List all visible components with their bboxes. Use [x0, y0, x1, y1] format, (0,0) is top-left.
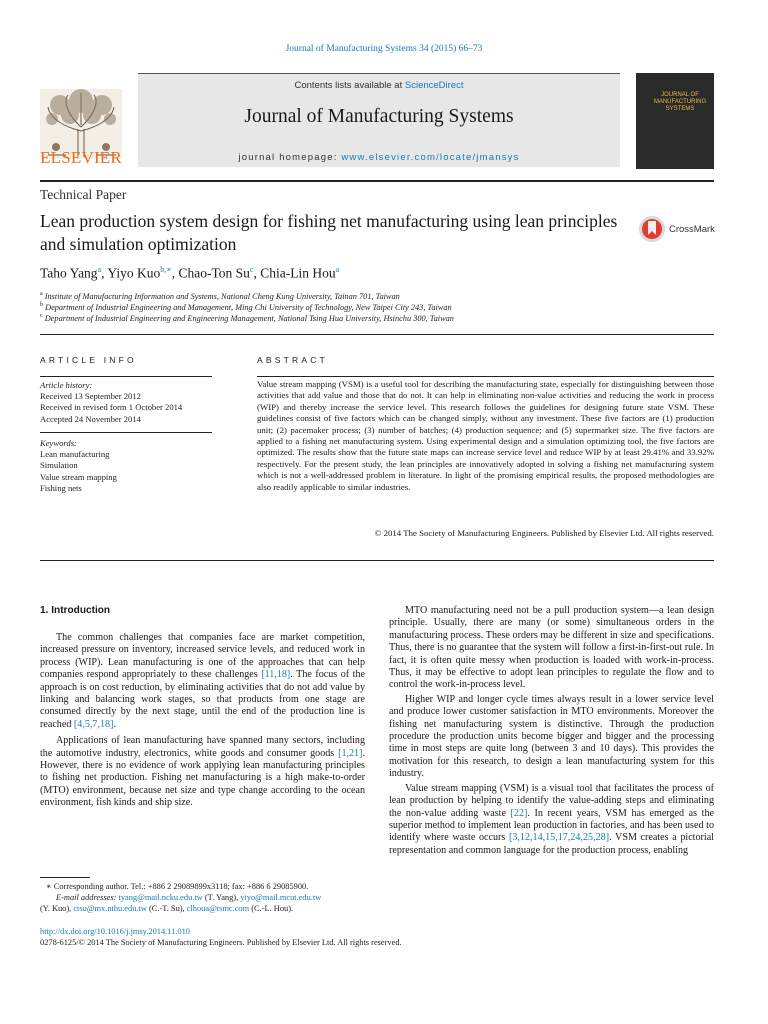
article-type: Technical Paper — [40, 187, 127, 202]
affiliation — [40, 291, 400, 301]
keyword: Simulation — [40, 460, 78, 471]
body-column-right — [389, 605, 714, 857]
section-heading-introduction: 1. Introduction — [40, 605, 111, 616]
body-column-left — [40, 632, 365, 810]
email-link[interactable]: ctsu@mx.nthu.edu.tw — [73, 904, 147, 913]
journal-title: Journal of Manufacturing Systems — [244, 106, 514, 127]
email-link[interactable]: tyang@mail.ncku.edu.tw — [118, 893, 203, 902]
article-info-rule — [40, 432, 212, 433]
paragraph — [40, 735, 365, 809]
contents-line — [138, 80, 620, 91]
history-label: Article history: — [40, 380, 93, 390]
author-name: Taho Yang — [40, 265, 98, 281]
homepage-prefix: journal homepage: — [238, 152, 342, 163]
abstract-rule — [257, 376, 714, 377]
affiliation-text: Department of Industrial Engineering and Management, Ming Chi University of Technology, New Taipei City 243, Taiwan — [45, 302, 452, 312]
corresponding-author-note: ∗ Corresponding author. Tel.: +886 2 29089899x3118; fax: +886 6 29085900. — [46, 882, 309, 891]
keyword: Fishing nets — [40, 482, 82, 493]
keyword: Value stream mapping — [40, 471, 117, 482]
paragraph-text: . However, there is no evidence of work applying lean manufacturing principles to fishing net production. Fishing net manufacturing is a high make-to-order (MTO) environment, because net size and type change according to the ocean environment, fish kinds and ship size. — [40, 747, 365, 809]
homepage-link[interactable]: www.elsevier.com/locate/jmansys — [341, 152, 520, 163]
journal-cover-thumbnail[interactable] — [636, 73, 714, 169]
affiliation — [40, 313, 454, 323]
history-item: Received in revised form 1 October 2014 — [40, 402, 183, 413]
affiliation — [40, 302, 452, 312]
header-rule — [40, 180, 714, 182]
paragraph-text: Applications of lean manufacturing have spanned many sectors, including the automotive industry, electronics, white goods and consumer goods — [40, 735, 365, 759]
author-name: Yiyo Kuo — [107, 265, 161, 281]
keyword: Lean manufacturing — [40, 449, 110, 460]
paragraph-text: The common challenges that companies face are market competition, increased pressure on inventory, increased service levels, and reduced work in process (WIP). Lean manufacturing is one of the approaches that can help companies respond appropriately to these challenges — [40, 632, 365, 681]
paragraph — [389, 783, 714, 857]
footnote-rule — [40, 877, 90, 878]
paragraph-text: . VSM creates a pictorial representation and common language for the production process, enabling — [389, 832, 714, 856]
section-rule — [40, 334, 714, 335]
citation-link[interactable]: [11,18] — [261, 669, 291, 681]
author-affil-marker[interactable]: b,∗ — [160, 265, 172, 274]
email-label: E-mail addresses: — [56, 893, 117, 902]
author-name: Chao-Ton Su — [178, 265, 250, 281]
history-item: Received 13 September 2012 — [40, 391, 141, 402]
paragraph-text: . The focus of the approach is on cost reduction, by eliminating activities that do not add value by linking and balancing work stages, so that products from one stage are consumed directly by the next stage, until the end of the production line is reached — [40, 669, 366, 730]
abstract-text: Value stream mapping (VSM) is a useful tool for describing the manufacturing state, especially for distinguishing between those activities that add value and those that do not. It can help in eliminating non-value activities and reducing the work in process (WIP) and thereby increase the service level. This research follows the guidelines for designing future state VSM. These guidelines consist of five factors which can be changed simply, without any investment. These five factors are (1) production unit; (2) pacemaker process; (3) number of batches; (4) production sequence; and (5) supermarket size. The five factors are applied to a fishing net manufacturing system. Using experimental design and a simulation optimizing tool, the five factors are optimized. The results show that the future state maps can increase service level and reduce WIP by at least 29.41% and 33.92% respectively. For the present study, the lean principles are innovatively adopted in solving a fishing net manufacturing system which is not a well-addressed problem in literature. In light of the promising empirical results, the proposed methodologies are also readily applicable to similar industries. — [257, 379, 714, 492]
email-owner: (C.-T. Su), — [146, 904, 187, 913]
crossmark-label[interactable]: CrossMark — [669, 224, 715, 235]
doi-link[interactable]: http://dx.doi.org/10.1016/j.jmsy.2014.11.010 — [40, 927, 190, 936]
keywords-label: Keywords: — [40, 438, 77, 448]
citation-link[interactable]: [1,21] — [338, 747, 363, 759]
email-owner: (Y. Kuo), — [40, 904, 74, 913]
author-affil-marker[interactable]: a — [335, 265, 340, 274]
paragraph-text: Value stream mapping (VSM) is a visual tool that facilitates the process of lean production by helping to identify the value-adding steps and eliminating the non-value adding waste — [389, 782, 714, 819]
paragraph-text: . — [113, 718, 116, 730]
author-list: Taho Yang$^a$, Yiyo Kuo$^{b,∗}$, Chao-Ton Su$^c$, Chia-Lin Hou$^a$ — [40, 265, 340, 281]
paragraph: MTO manufacturing need not be a pull production system—a lean design principle. Usually, there are many (or some) simultaneous orders in the manufacturing process. These orders may be different in size and specifications. Thus, there is no guarantee that the system will follow a first-in-first-out rule. In fact, it is often quite messy when production is loaded with work-in-process. Thus, it may be effective to adopt lean principles to regulate the flow and to control the work-in-process level. — [389, 605, 714, 691]
journal-citation[interactable]: Journal of Manufacturing Systems 34 (2015) 66–73 — [285, 44, 483, 54]
paragraph — [40, 632, 365, 731]
affiliation-marker: c — [40, 313, 43, 319]
email-owner: (T. Yang), — [202, 893, 241, 902]
email-link[interactable]: clhoua@tsmc.com — [186, 904, 250, 913]
abstract-heading: ABSTRACT — [257, 355, 328, 365]
sciencedirect-link[interactable]: ScienceDirect — [404, 80, 464, 91]
article-title: Lean production system design for fishing net manufacturing using lean principles and simulation optimization — [40, 211, 618, 254]
affiliation-text: Institute of Manufacturing Information and Systems, National Cheng Kung University, Tainan 701, Taiwan — [44, 291, 400, 301]
header-top-rule — [138, 73, 620, 74]
author-affil-marker[interactable]: a — [97, 265, 102, 274]
paragraph: Higher WIP and longer cycle times always result in a lower service level and produce lower customer satisfaction in MTO environments. Moreover the fishing net manufacturing system is distinctive. Through the production procedure the production units become bigger and bigger and the processing time in most steps are quite long (between 3 and 10 days). This provides the motivation for this research, to design a lean manufacturing system for this industry. — [389, 693, 714, 780]
email-addresses-cont — [40, 903, 370, 914]
footnotes — [40, 881, 370, 914]
elsevier-wordmark: ELSEVIER — [40, 148, 122, 167]
email-owner: (C.-L. Hou). — [249, 904, 294, 913]
history-item: Accepted 24 November 2014 — [40, 413, 141, 424]
citation-link[interactable]: [3,12,14,15,17,24,25,28] — [508, 832, 610, 844]
email-addresses — [40, 892, 370, 903]
abstract-copyright: © 2014 The Society of Manufacturing Engineers. Published by Elsevier Ltd. All rights reserved. — [374, 528, 714, 538]
affiliation-marker: a — [40, 291, 43, 297]
contents-prefix: Contents lists available at — [294, 80, 405, 91]
section-rule — [40, 560, 714, 561]
paragraph-text: . In recent years, VSM has emerged as the superior method to implement lean production in factories, and has been used to identify where waste occurs — [389, 807, 714, 844]
homepage-line — [138, 152, 620, 163]
affiliation-marker: b — [40, 302, 43, 308]
affiliation-text: Department of Industrial Engineering and Engineering Management, National Tsing Hua University, Hsinchu 300, Taiwan — [44, 313, 454, 323]
author-name: Chia-Lin Hou — [260, 265, 336, 281]
keywords — [40, 438, 215, 494]
author-affil-marker[interactable]: c — [249, 265, 254, 274]
citation-link[interactable]: [4,5,7,18] — [73, 718, 114, 730]
article-history — [40, 380, 215, 425]
cover-title: JOURNAL OF MANUFACTURING SYSTEMS — [653, 92, 707, 112]
article-info-rule — [40, 376, 212, 377]
article-info-heading: ARTICLE INFO — [40, 355, 137, 365]
email-link[interactable]: yiyo@mail.mcut.edu.tw — [240, 893, 322, 902]
citation-link[interactable]: [22] — [510, 807, 528, 819]
issn-line: 0278-6125/© 2014 The Society of Manufacturing Engineers. Published by Elsevier Ltd. All rights reserved. — [40, 938, 402, 947]
